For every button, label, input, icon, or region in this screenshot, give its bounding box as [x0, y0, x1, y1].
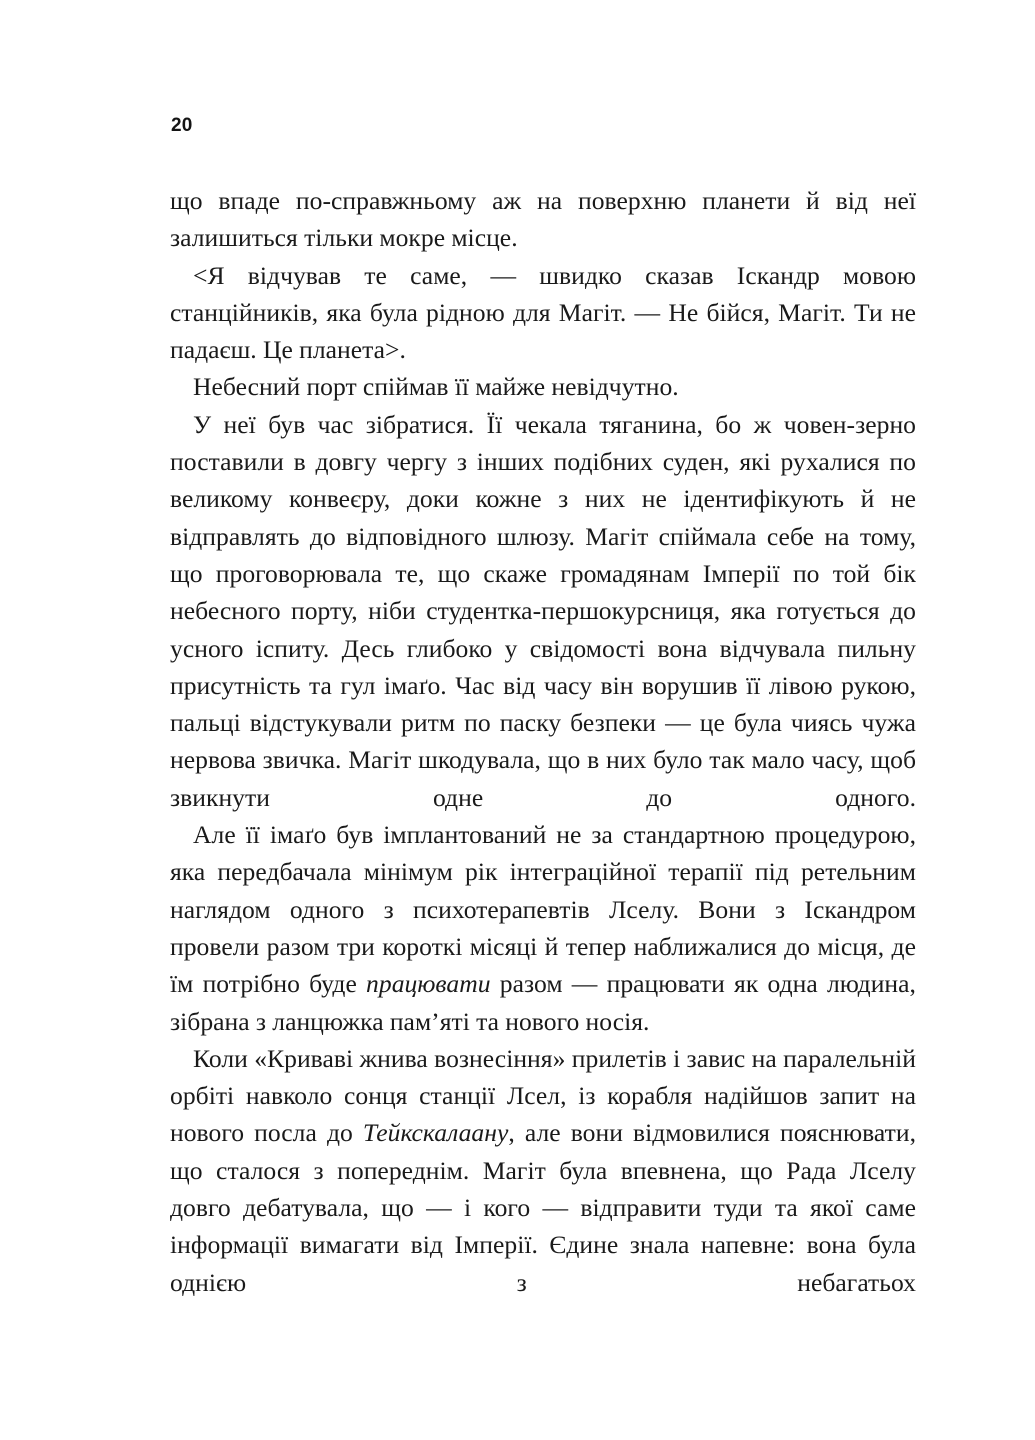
paragraph: У неї був час зібратися. Її чекала тяганина, бо ж човен-зерно поставили в довгу чергу з інших подібних суден, які рухалися по великому конвеєру, доки кожне з них не ідентифікують й не відправлять до відповідного шлюзу. Магіт спіймала себе на тому, що проговорювала те, що скаже громадянам Імперії по той бік небесного порту, ніби студентка-першокурсниця, яка готується до усного іспиту. Десь глибоко у свідомості вона відчувала пильну присутність та гул імаґо. Час від часу він ворушив її лівою рукою, пальці відстукували ритм по паску безпеки — це була чиясь чужа нервова звичка. Магіт шкодувала, що в них було так мало часу, щоб звикнути одне до одного. — [170, 409, 916, 812]
paragraph: Небесний порт спіймав її майже невідчутно. — [193, 372, 679, 402]
paragraph-text-segment: , але вони відмовилися пояснювати, що сталося з попереднім. Магіт була впевнена, що Рада Лселу довго дебатувала, що — і кого — відправити туди та якої саме інформації вимагати від Імперії. Єдине знала напевне: вона була однією з небагатьох — [170, 1118, 916, 1297]
paragraph — [170, 1040, 916, 1301]
paragraph: <Я відчував те саме, — швидко сказав Іскандр мовою станційників, яка була рідною для Магіт. — Не бійся, Магіт. Ти не падаєш. Це планета>. — [170, 260, 916, 365]
paragraph-text-segment: Коли «Криваві жнива вознесіння» прилетів і завис на паралельній орбіті навколо сонця станції Лсел, із корабля надійшов запит на нового посла до — [170, 1043, 916, 1148]
emphasis-word: Тейкскалаану — [362, 1118, 509, 1148]
page-number: 20 — [171, 115, 193, 136]
emphasis-word: працювати — [366, 969, 491, 999]
body-text-block — [170, 182, 916, 1301]
paragraph-text-segment: разом — працювати як одна людина, зібрана з ланцюжка пам’яті та нового носія. — [170, 969, 916, 1036]
paragraph-text-segment: Але її імаґо був імплантований не за стандартною процедурою, яка передбачала мінімум рік інтеграційної терапії під ретельним наглядом одного з психотерапевтів Лселу. Вони з Іскандром провели разом три короткі місяці й тепер наближалися до місця, де їм потрібно буде — [170, 820, 916, 999]
paragraph — [170, 816, 916, 1040]
paragraph: що впаде по-справжньому аж на поверхню планети й від неї залишиться тільки мокре місце. — [170, 186, 916, 253]
